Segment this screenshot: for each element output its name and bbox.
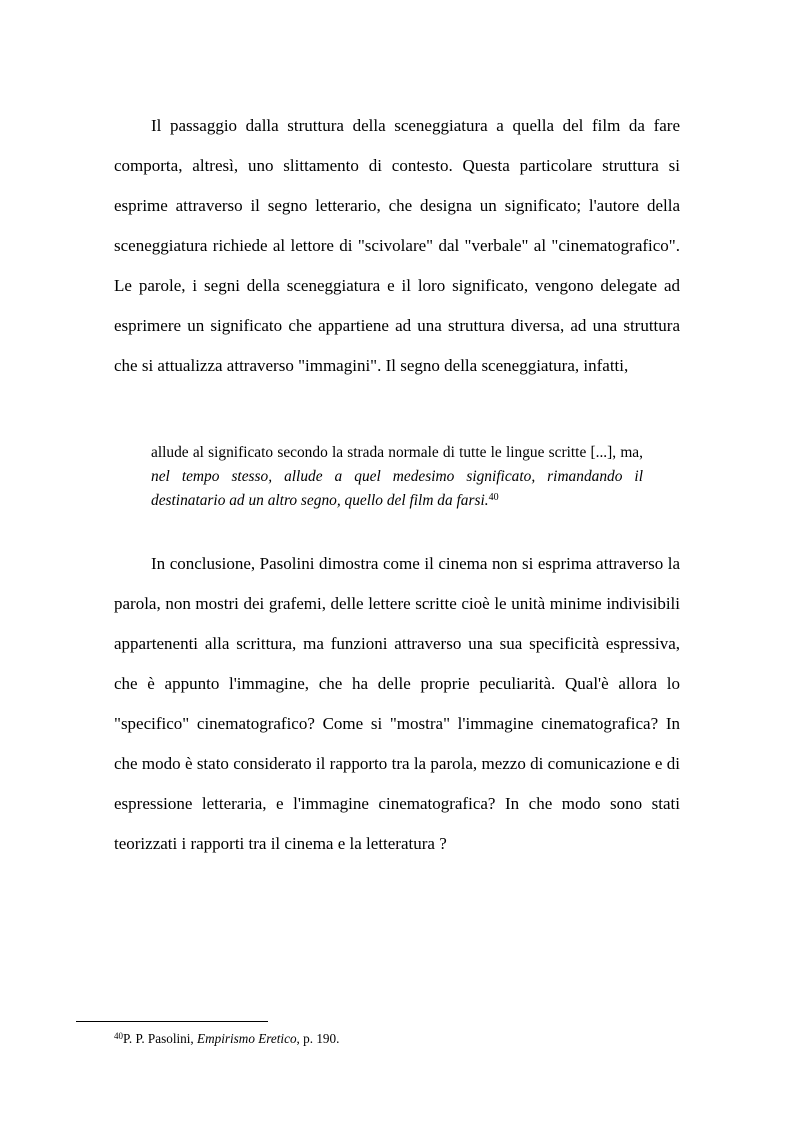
quote-italic-text: nel tempo stesso, allude a quel medesimo significato, rimandando il destinatario ad un altro segno, quello del film da farsi. xyxy=(151,468,643,509)
footnote-number: 40 xyxy=(114,1031,123,1041)
footnote-reference-40[interactable]: 40 xyxy=(488,492,499,503)
footnote-author: P. P. Pasolini, xyxy=(123,1031,198,1046)
block-quote xyxy=(151,441,643,513)
quote-plain-text: allude al significato secondo la strada normale di tutte le lingue scritte [...], ma, xyxy=(151,444,643,461)
footnote-page: , p. 190. xyxy=(296,1031,340,1046)
footnote-title: Empirismo Eretico xyxy=(197,1031,297,1046)
body-paragraph-2: In conclusione, Pasolini dimostra come il cinema non si esprima attraverso la parola, non mostri dei grafemi, delle lettere scritte cioè le unità minime indivisibili appartenenti alla scrittura, ma funzioni attraverso una sua specificità espressiva, che è appunto l'immagine, che ha delle proprie peculiarità. Qual'è allora lo "specifico" cinematografico? Come si "mostra" l'immagine cinematografica? In che modo è stato considerato il rapporto tra la parola, mezzo di comunicazione e di espressione letteraria, e l'immagine cinematografica? In che modo sono stati teorizzati i rapporti tra il cinema e la letteratura ? xyxy=(114,554,680,853)
body-paragraph-1: Il passaggio dalla struttura della sceneggiatura a quella del film da fare comporta, altresì, uno slittamento di contesto. Questa particolare struttura si esprime attraverso il segno letterario, che designa un significato; l'autore della sceneggiatura richiede al lettore di "scivolare" dal "verbale" al "cinematografico". Le parole, i segni della sceneggiatura e il loro significato, vengono delegate ad esprimere un significato che appartiene ad una struttura diversa, ad una struttura che si attualizza attraverso "immagini". Il segno della sceneggiatura, infatti, xyxy=(114,116,680,375)
footnote-40 xyxy=(114,1030,339,1048)
footnote-separator xyxy=(76,1021,268,1022)
